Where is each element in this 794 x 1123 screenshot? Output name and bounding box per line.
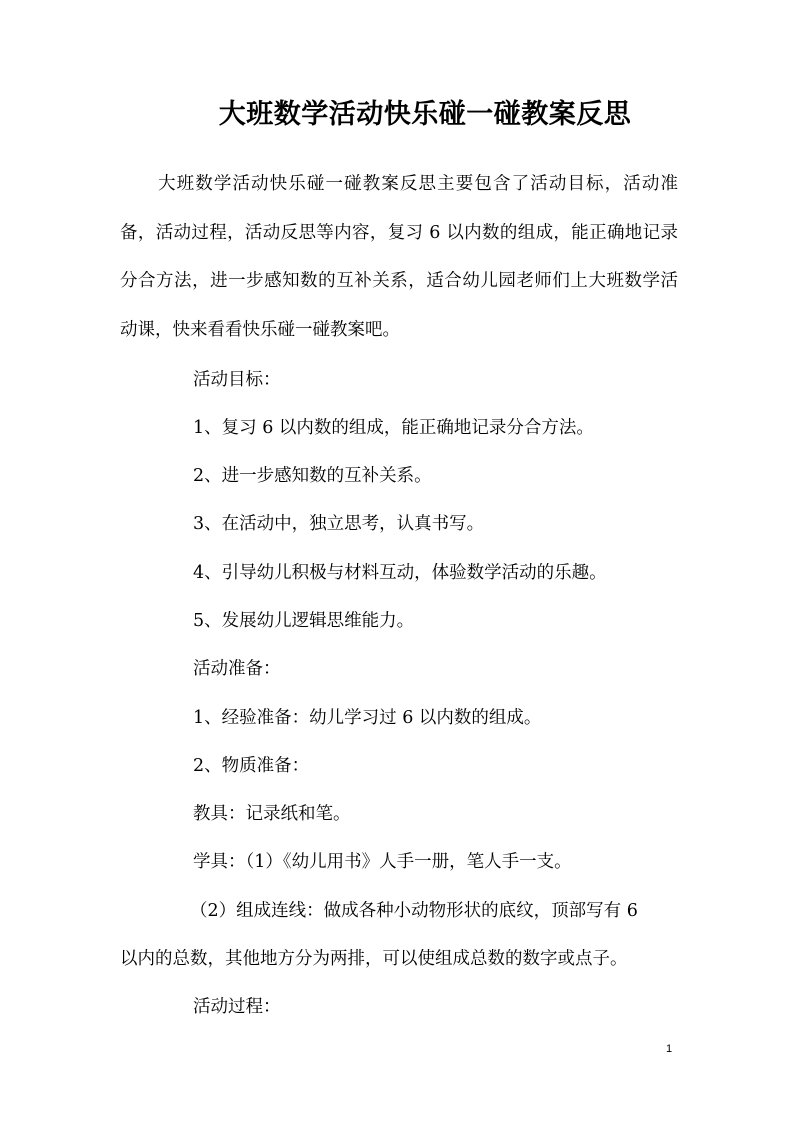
document-title: 大班数学活动快乐碰一碰教案反思: [218, 99, 632, 130]
goal-item: 3、在活动中，独立思考，认真书写。: [193, 514, 485, 534]
intro-paragraph: 大班数学活动快乐碰一碰教案反思主要包含了活动目标，活动准备，活动过程，活动反思等内容，复习 6 以内数的组成，能正确地记录分合方法，进一步感知数的互补关系，适合幼儿园老师们上大班数学活动课，快来看看快乐碰一碰教案吧。: [120, 174, 678, 340]
prep-item: 学具：（1）《幼儿用书》人手一册，笔人手一支。: [193, 852, 572, 872]
page-number: 1: [666, 1043, 673, 1055]
goal-item: 2、进一步感知数的互补关系。: [193, 466, 432, 486]
prep-heading: 活动准备：: [193, 659, 281, 679]
goal-item: 1、复习 6 以内数的组成，能正确地记录分合方法。: [193, 418, 594, 438]
process-heading: 活动过程：: [193, 997, 281, 1017]
prep-item: 教具：记录纸和笔。: [193, 804, 351, 824]
prep-item-line: 以内的总数，其他地方分为两排，可以使组成总数的数字或点子。: [120, 949, 628, 969]
goal-item: 4、引导幼儿积极与材料互动，体验数学活动的乐趣。: [193, 563, 607, 583]
prep-item: 1、经验准备：幼儿学习过 6 以内数的组成。: [193, 708, 542, 728]
goal-item: 5、发展幼儿逻辑思维能力。: [193, 611, 415, 631]
prep-item-line: （2）组成连线：做成各种小动物形状的底纹，顶部写有 6: [190, 901, 638, 921]
goals-heading: 活动目标：: [193, 370, 281, 390]
prep-item: 2、物质准备：: [193, 756, 310, 776]
